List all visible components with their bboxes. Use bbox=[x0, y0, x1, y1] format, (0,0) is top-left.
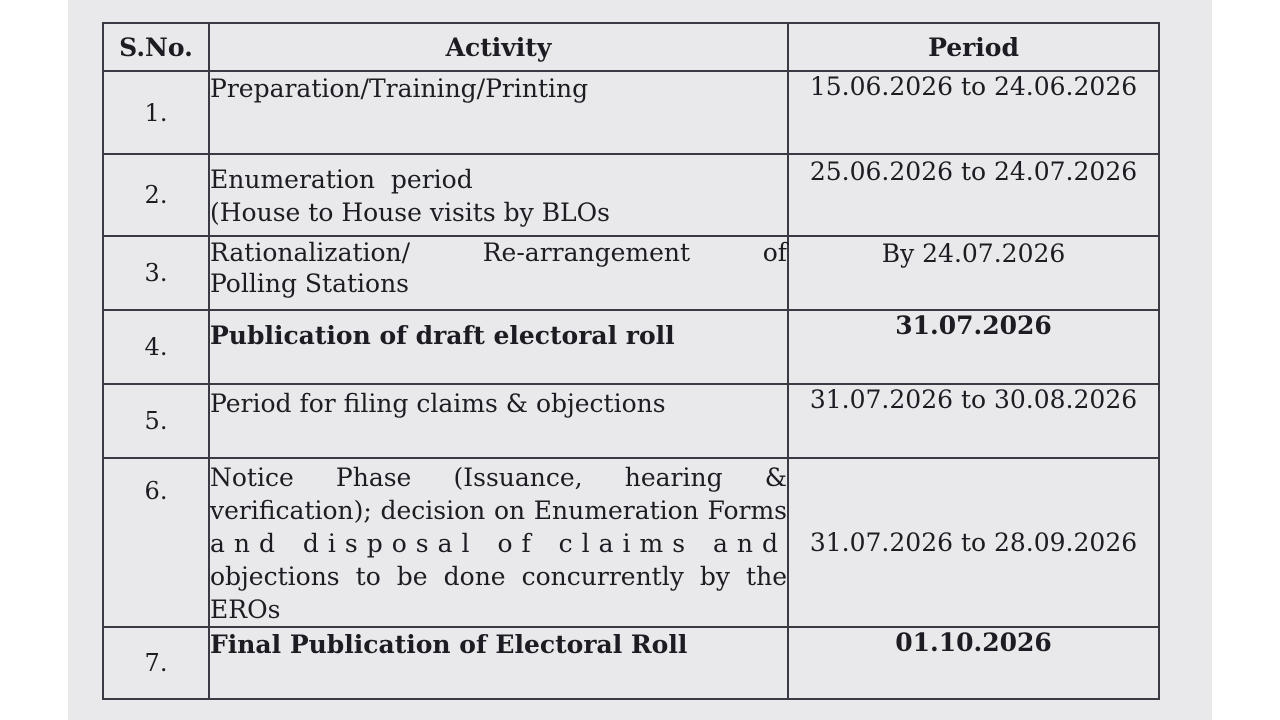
activity-line: Rationalization/ Re-arrangement of bbox=[210, 238, 787, 267]
header-sno: S.No. bbox=[103, 23, 209, 71]
table-row bbox=[103, 236, 1159, 310]
row-sno: 4. bbox=[103, 310, 209, 384]
schedule-table bbox=[102, 22, 1160, 700]
row-sno: 7. bbox=[103, 627, 209, 699]
document-page bbox=[68, 0, 1212, 720]
activity-line: Enumeration period bbox=[210, 165, 473, 194]
row-period: 31.07.2026 to 30.08.2026 bbox=[788, 384, 1159, 458]
row-period: By 24.07.2026 bbox=[788, 236, 1159, 310]
table-row bbox=[103, 458, 1159, 627]
table-row bbox=[103, 71, 1159, 154]
row-sno: 1. bbox=[103, 71, 209, 154]
row-period: 31.07.2026 to 28.09.2026 bbox=[788, 458, 1159, 627]
activity-line: Polling Stations bbox=[210, 269, 409, 298]
activity-line: Notice Phase (Issuance, hearing & bbox=[210, 463, 787, 492]
activity-line: verification); decision on Enumeration Forms bbox=[210, 496, 787, 525]
row-sno: 2. bbox=[103, 154, 209, 236]
row-activity bbox=[209, 236, 788, 310]
activity-line: objections to be done concurrently by the bbox=[210, 562, 787, 591]
row-sno: 6. bbox=[103, 458, 209, 627]
row-sno: 3. bbox=[103, 236, 209, 310]
activity-line: and disposal of claims and bbox=[210, 529, 787, 558]
header-activity: Activity bbox=[209, 23, 788, 71]
row-activity bbox=[209, 154, 788, 236]
table-row bbox=[103, 154, 1159, 236]
table-row bbox=[103, 627, 1159, 699]
row-period: 15.06.2026 to 24.06.2026 bbox=[788, 71, 1159, 154]
row-period: 31.07.2026 bbox=[788, 310, 1159, 384]
table-row bbox=[103, 384, 1159, 458]
row-activity: Preparation/Training/Printing bbox=[209, 71, 788, 154]
row-sno: 5. bbox=[103, 384, 209, 458]
row-activity: Period for filing claims & objections bbox=[209, 384, 788, 458]
activity-line: (House to House visits by BLOs bbox=[210, 198, 610, 227]
row-activity: Final Publication of Electoral Roll bbox=[209, 627, 788, 699]
row-period: 01.10.2026 bbox=[788, 627, 1159, 699]
header-period: Period bbox=[788, 23, 1159, 71]
row-period: 25.06.2026 to 24.07.2026 bbox=[788, 154, 1159, 236]
activity-line: EROs bbox=[210, 595, 281, 624]
table-row bbox=[103, 310, 1159, 384]
row-activity: Publication of draft electoral roll bbox=[209, 310, 788, 384]
row-activity bbox=[209, 458, 788, 627]
table-header-row bbox=[103, 23, 1159, 71]
